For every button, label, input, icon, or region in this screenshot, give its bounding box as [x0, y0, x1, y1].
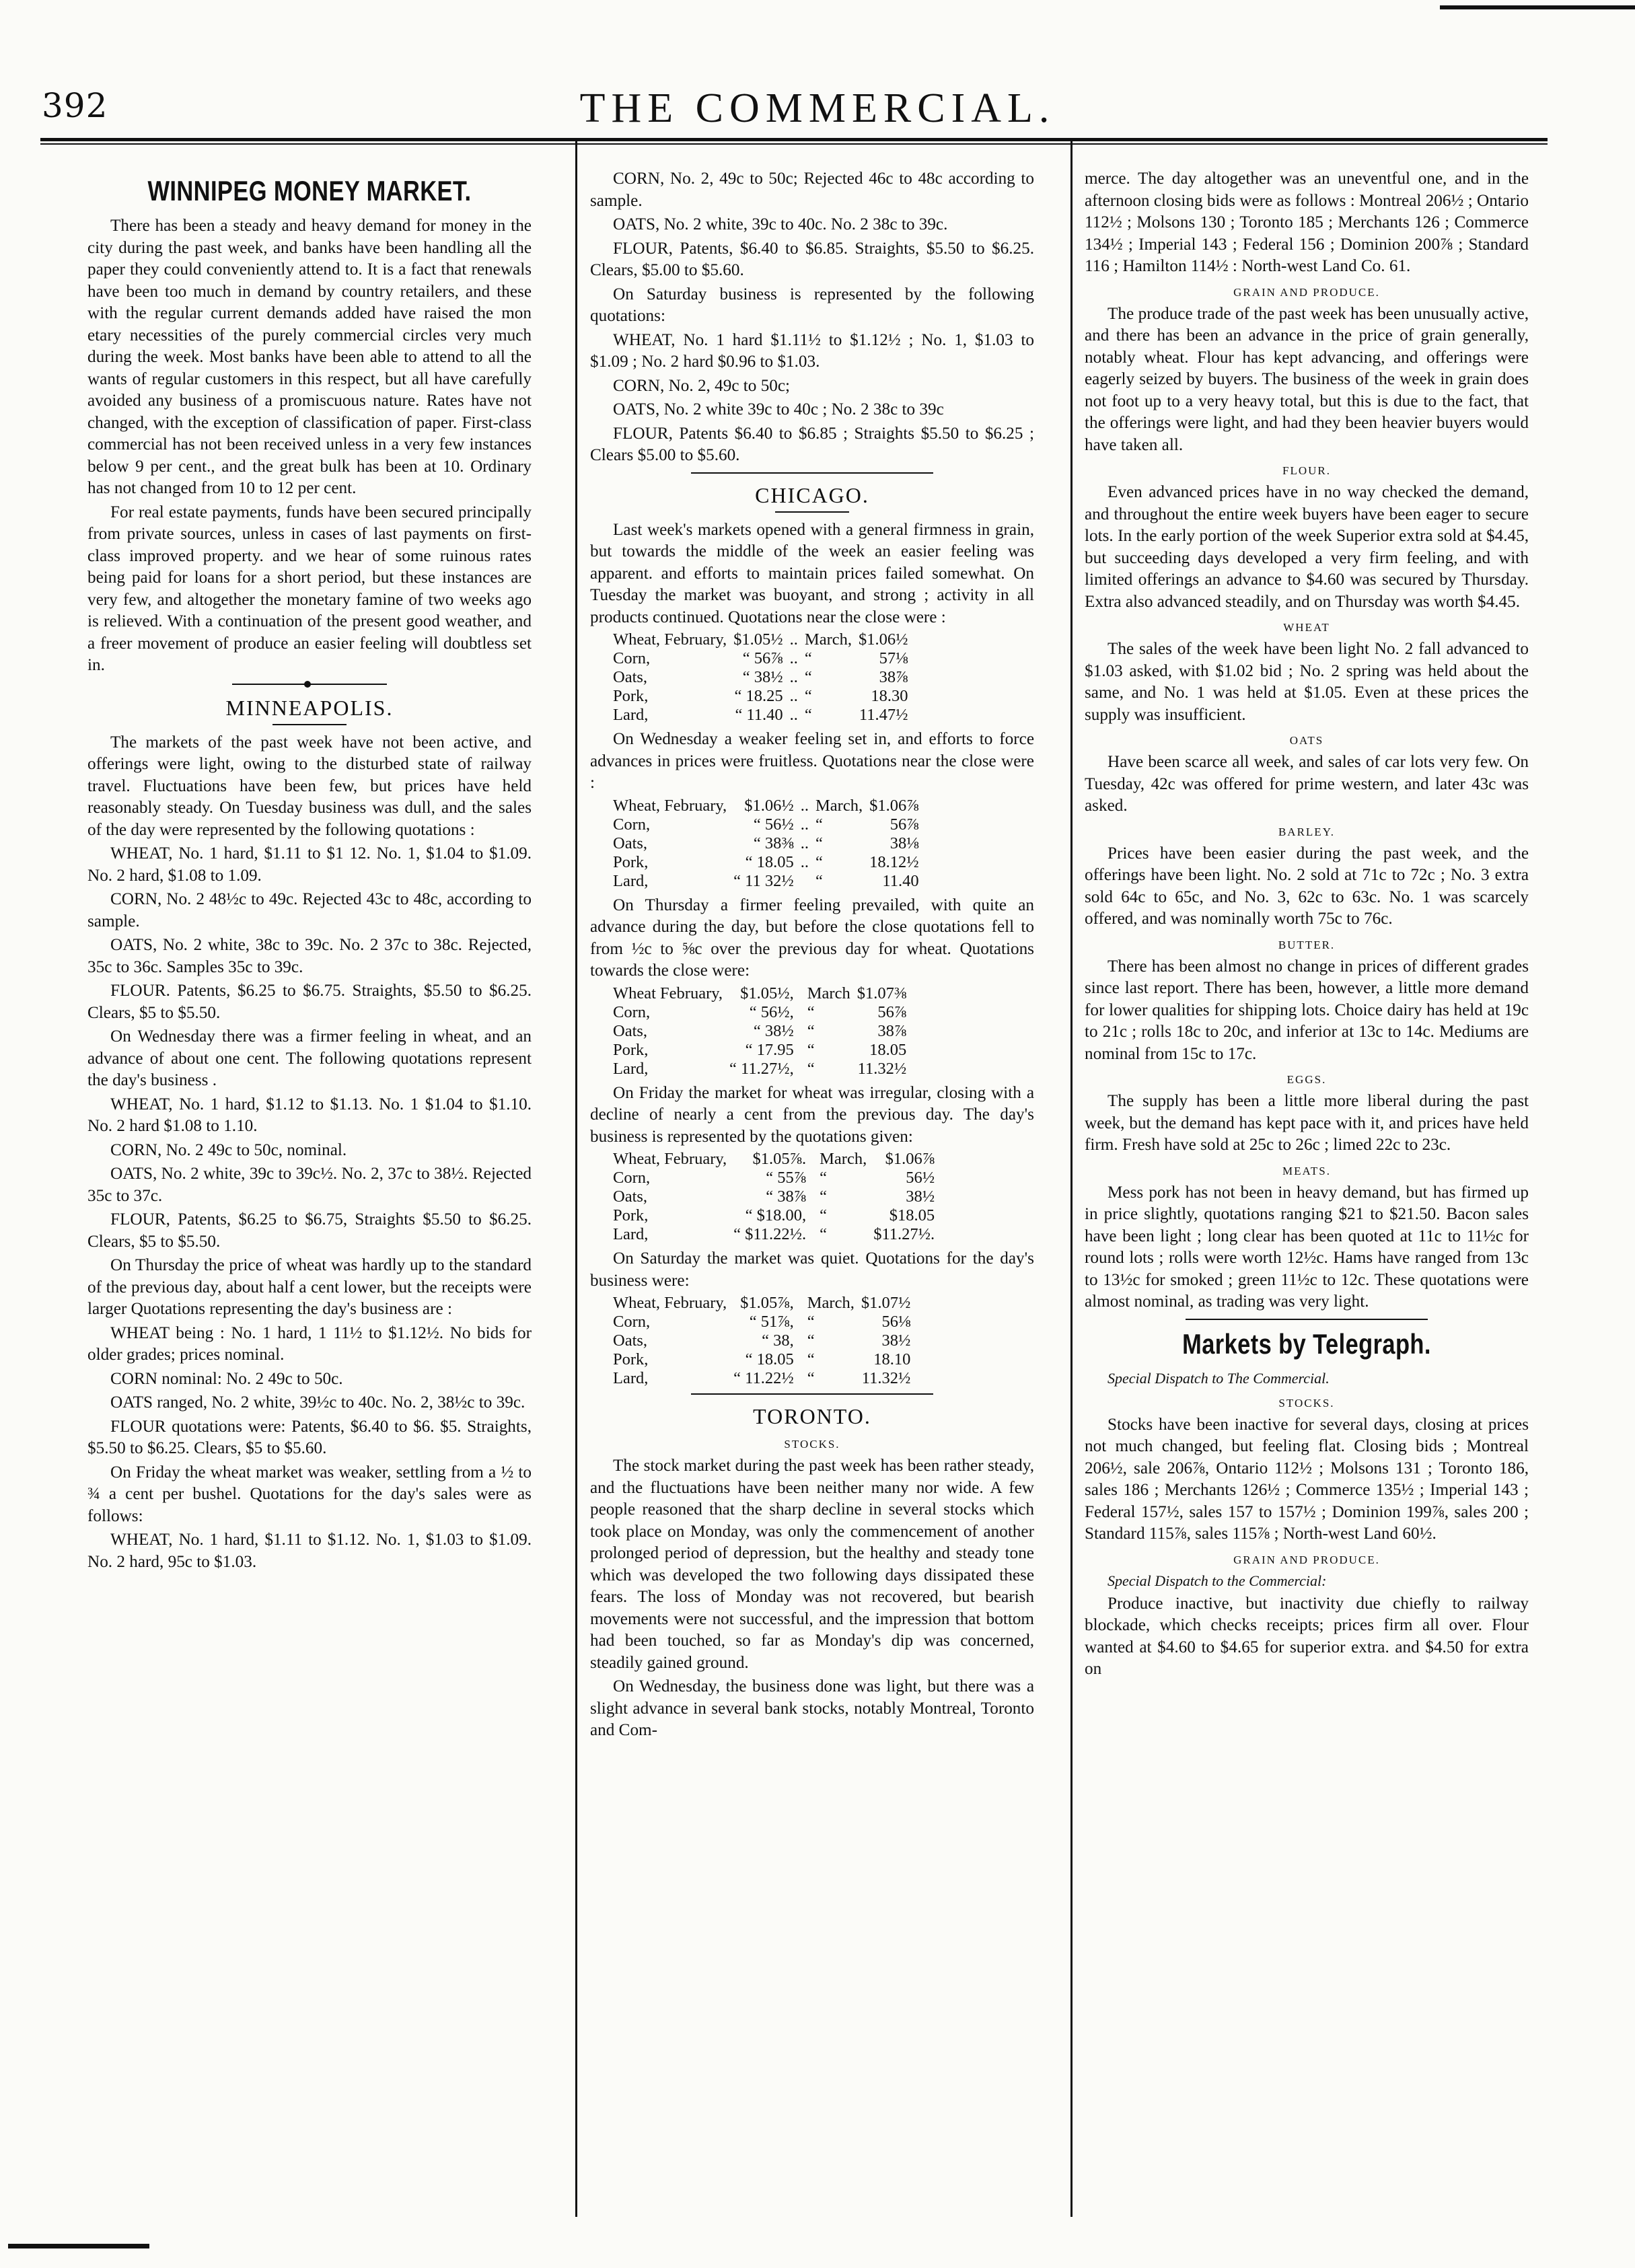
quote-cell: March, [815, 796, 863, 815]
paragraph: The markets of the past week have not been active, and offerings were light, owing to the disturbed state of railway travel. Fluctuations have been few, but prices have held reasonably steady. On Tuesday business was dull, and the sales of the day were represented by the following quotations : [87, 733, 532, 839]
quote-cell: 57⅛ [879, 649, 908, 667]
quote-row [613, 706, 914, 725]
quote-cell: “ [807, 1369, 815, 1387]
quote-cell: $1.06½ [858, 630, 908, 649]
quote-row [613, 1187, 941, 1206]
paragraph: Produce inactive, but inactivity due chiefly to railway blockade, which checks receipts; prices firm all over. Flour wanted at $4.60 to $4.65 for superior extra. and $4.50 for extra on [1085, 1594, 1529, 1678]
quote-cell: Oats, [613, 668, 648, 686]
quote-cell: 38⅞ [879, 668, 908, 686]
quote-cell: “ 11.40 [735, 706, 783, 724]
quote-cell: “ [820, 1225, 827, 1243]
quote-cell: .. [789, 649, 798, 667]
quote-cell: “ [807, 1059, 815, 1078]
quote-cell: 56⅞ [877, 1002, 907, 1021]
quote-line: WHEAT, No. 1 hard, $1.11 to $1.12. No. 1, $1.03 to $1.09. No. 2 hard, 95c to $1.03. [87, 1531, 532, 1571]
quote-line: CORN, No. 2 49c to 50c, nominal. [110, 1140, 347, 1159]
quote-cell: Lard, [613, 706, 649, 724]
quote-cell: $1.05½, [740, 984, 794, 1002]
paragraph: On Saturday the market was quiet. Quotations for the day's business were: [590, 1249, 1034, 1290]
quote-cell: Lard, [613, 1369, 649, 1387]
quote-cell: .. [789, 706, 798, 724]
section-title-toronto: TORONTO. [753, 1404, 871, 1428]
header-rule-thin [40, 143, 1548, 145]
subhead-stocks: STOCKS. [1278, 1396, 1335, 1410]
section-title-chicago: CHICAGO. [755, 482, 869, 507]
quote-cell: “ 18.25 [734, 687, 783, 705]
quote-cell: “ [807, 1002, 815, 1021]
quote-cell: “ 18.05 [745, 1350, 794, 1368]
quote-cell: 56⅛ [881, 1313, 911, 1331]
quote-cell: “ 11 32½ [733, 871, 794, 890]
subhead-barley: BARLEY. [1278, 825, 1336, 838]
quote-cell: .. [789, 687, 798, 705]
quote-line: OATS, No. 2 white, 39c to 39c½. No. 2, 37c to 38½. Rejected 35c to 37c. [87, 1165, 532, 1205]
quote-cell: 11.32½ [861, 1369, 911, 1387]
quote-cell: “ [804, 668, 812, 686]
quote-cell: “ 56⅞ [742, 649, 783, 667]
paragraph: There has been almost no change in prices of different grades since last report. There has been, however, a little more demand for lower qualities for shipping lots. Choice dairy has held at 19c to 21c ; rolls 18c to 20c, and inferior at 13c to 14c. Mediums are nominal from 15c to 17c. [1085, 957, 1529, 1063]
paragraph: On Thursday a firmer feeling prevailed, with quite an advance during the day, but before the close quotations fell to from ½c to ⅝c over the previous day for wheat. Quotations towards the close were: [590, 895, 1034, 980]
quote-cell: “ $18.00, [745, 1206, 807, 1224]
quote-cell: “ 18.05 [745, 852, 794, 871]
paragraph: On Friday the market for wheat was irregular, closing with a decline of nearly a cent from the previous day. The day's business is represented by the quotations given: [590, 1083, 1034, 1146]
paragraph: Even advanced prices have in no way checked the demand, and throughout the entire week buyers have been eager to secure lots. In the early portion of the week Superior extra sold at $4.45, but succeeding days developed a very firm feeling, and with limited offerings an advance to $4.60 was secured by Thursday. Extra also advanced steadily, and on Thursday was worth $4.45. [1085, 483, 1529, 611]
quote-cell: “ [815, 834, 823, 852]
quote-row [613, 853, 926, 872]
quote-cell: Lard, [613, 1225, 649, 1243]
quote-cell: Corn, [613, 1313, 651, 1331]
quote-cell: “ 38⅞ [766, 1187, 807, 1206]
title-underline [775, 511, 849, 513]
quote-cell: 38½ [906, 1187, 935, 1206]
quote-cell: Wheat, February, [613, 1294, 727, 1312]
quote-cell: “ 38, [762, 1331, 794, 1350]
header-rule-thick [40, 138, 1548, 141]
quote-line: OATS, No. 2 white 39c to 40c ; No. 2 38c to 39c [613, 400, 944, 418]
quote-cell: “ 51⅞, [749, 1313, 794, 1331]
quotes-table [613, 797, 926, 891]
quote-row [613, 1022, 913, 1041]
quote-cell: Oats, [613, 1187, 648, 1206]
quote-cell: Wheat, February, [613, 630, 727, 649]
quote-cell: Corn, [613, 649, 651, 667]
quote-cell: Pork, [613, 1350, 649, 1368]
quote-cell: “ 56½, [749, 1002, 794, 1021]
quote-cell: $11.27½. [873, 1225, 935, 1243]
subhead-flour: FLOUR. [1282, 464, 1331, 477]
quote-cell: Lard, [613, 871, 649, 890]
paragraph: The produce trade of the past week has been unusually active, and there has been an advance in the price of grain generally, notably wheat. Flour has kept advancing, and offerings were eagerly seized by buyers. The business of the week in grain does not foot up to a very heavy total, but this is due to the fact, that the offerings were light, and had they been heavier buyers would have taken all. [1085, 304, 1529, 454]
subhead-oats: OATS [1289, 734, 1324, 747]
quote-cell: “ 38⅜ [753, 834, 794, 852]
paragraph: merce. The day altogether was an uneventful one, and in the afternoon closing bids were as follows : Montreal 206½ ; Ontario 112½ ; Molsons 130 ; Toronto 185 ; Merchants 126 ; Commerce 134½ ; Imperial 143 ; Federal 156 ; Dominion 200⅞ ; Standard 116 ; Hamilton 114½ : North-west Land Co. 61. [1085, 170, 1529, 275]
quote-cell: $1.06⅞ [885, 1150, 935, 1168]
quote-cell [813, 1187, 820, 1206]
quote-row [613, 1150, 941, 1169]
quote-cell: “ 11.22½ [733, 1369, 794, 1387]
page-number: 392 [42, 86, 108, 125]
quotes-table [613, 1150, 941, 1244]
paragraph: The supply has been a little more liberal during the past week, but the demand has kept pace with it, and prices have held firm. Fresh have sold at 25c to 26c ; limed 22c to 23c. [1085, 1092, 1529, 1154]
quote-row [613, 1206, 941, 1225]
paragraph: For real estate payments, funds have been secured principally from private sources, unless in cases of last payments on first-class improved property. and we hear of some ruinous rates being paid for loans for a short period, but these instances are very few, and altogether the monetary famine of two weeks ago is relieved. With a continuation of the present good weather, and a freer movement of produce an easier feeling will doubtless set in. [87, 503, 532, 674]
paragraph: The sales of the week have been light No. 2 fall advanced to $1.03 asked, with $1.02 bid ; No. 2 spring was held about the same, and No. 1 was held at $1.05. Even at these prices the supply was insufficient. [1085, 640, 1529, 724]
quote-line: CORN, No. 2, 49c to 50c; [613, 376, 791, 395]
column-3 [1085, 168, 1529, 2207]
subhead-butter: BUTTER. [1278, 938, 1336, 951]
quote-cell [801, 1022, 807, 1041]
quote-row [613, 1041, 913, 1060]
quote-row [613, 1313, 917, 1331]
column-divider-1 [575, 141, 577, 2217]
quote-cell: “ [815, 871, 823, 890]
quote-row [613, 649, 914, 668]
quote-cell: “ 38½ [753, 1021, 794, 1040]
quote-cell: March, [807, 1294, 855, 1312]
quote-line: WHEAT, No. 1 hard $1.11½ to $1.12½ ; No. 1, $1.03 to $1.09 ; No. 2 hard $0.96 to $1.03. [590, 330, 1034, 371]
quote-cell: “ [804, 649, 812, 667]
quote-cell: 18.10 [873, 1350, 911, 1368]
quote-cell: $1.05½ [733, 630, 783, 649]
quote-cell: 18.30 [871, 687, 908, 705]
paragraph: On Wednesday, the business done was light, but there was a slight advance in several bank stocks, notably Montreal, Toronto and Com- [590, 1677, 1034, 1739]
quote-cell: March [807, 984, 850, 1002]
dispatch-line: Special Dispatch to The Commercial. [1107, 1369, 1330, 1387]
section-divider [1186, 1319, 1428, 1320]
quote-row [613, 815, 926, 834]
quote-line: FLOUR. Patents, $6.25 to $6.75. Straights, $5.50 to $6.25. Clears, $5 to $5.50. [87, 982, 532, 1022]
quote-cell: $1.07⅜ [857, 984, 907, 1002]
quote-row [613, 797, 926, 815]
paragraph: On Wednesday a weaker feeling set in, and efforts to force advances in prices were fruitless. Quotations near the close were : [590, 730, 1034, 792]
quote-cell: .. [800, 852, 809, 871]
quote-cell: “ [804, 706, 812, 724]
quote-cell [801, 1003, 807, 1022]
subhead-grain-and-produce: GRAIN AND PRODUCE. [1233, 285, 1380, 299]
column-2 [590, 168, 1034, 2207]
quote-cell: .. [800, 796, 809, 815]
quote-cell: Corn, [613, 1002, 651, 1021]
paragraph: On Friday the wheat market was weaker, settling from a ½ to ¾ a cent per bushel. Quotations for the day's sales were as follows: [87, 1463, 532, 1525]
quote-cell [801, 1369, 807, 1388]
quote-cell: Pork, [613, 1206, 649, 1224]
quote-cell [813, 1150, 820, 1169]
quote-cell: “ [807, 1040, 815, 1059]
quote-cell: “ [804, 687, 812, 705]
quote-cell [801, 984, 807, 1003]
quote-cell: .. [789, 668, 798, 686]
quote-cell: 56⅞ [889, 815, 919, 834]
section-title-markets-by-telegraph: Markets by Telegraph. [1182, 1327, 1431, 1360]
quote-cell [801, 1060, 807, 1078]
quote-cell: Wheat February, [613, 984, 723, 1002]
quote-cell: .. [800, 834, 809, 852]
column-1 [87, 168, 532, 2207]
quote-cell: “ [815, 815, 823, 834]
quote-line: OATS ranged, No. 2 white, 39½c to 40c. No. 2, 38½c to 39c. [110, 1393, 525, 1412]
quote-cell [813, 1225, 820, 1244]
quote-cell [801, 1313, 807, 1331]
section-title-minneapolis: MINNEAPOLIS. [225, 695, 394, 720]
paragraph: There has been a steady and heavy demand for money in the city during the past week, and banks have been handling all the paper they could conveniently attend to. It is a fact that renewals have been too much in demand by country retailers, and these with the regular current demands added have raised the mon etary necessities of the purely commercial circles very much during the week. Most banks have been able to attend to all the wants of regular customers in this respect, but all have carefully avoided any business of a promiscuous nature. Rates have not changed, with the exception of classification of paper. First-class commercial has not been received unless in a very few instances below 9 per cent., and the great bulk has been at 10. Ordinary has not changed from 10 to 12 per cent. [87, 217, 532, 497]
quote-cell: 18.05 [869, 1040, 907, 1059]
quote-row [613, 872, 926, 891]
quote-cell [813, 1169, 820, 1187]
quote-cell: 38⅞ [877, 1021, 907, 1040]
quote-row [613, 687, 914, 706]
masthead: THE COMMERCIAL. [579, 85, 1056, 131]
quote-row [613, 1331, 917, 1350]
quote-row [613, 1060, 913, 1078]
title-underline [272, 724, 347, 725]
quote-row [613, 834, 926, 853]
quote-line: FLOUR, Patents $6.40 to $6.85 ; Straights $5.50 to $6.25 ; Clears $5.00 to $5.60. [590, 424, 1034, 464]
quote-cell: 38⅛ [889, 834, 919, 852]
quotes-table [613, 1294, 917, 1388]
quote-cell: $1.05⅞. [752, 1150, 807, 1168]
quote-line: FLOUR, Patents, $6.40 to $6.85. Straights, $5.50 to $6.25. Clears, $5.00 to $5.60. [590, 239, 1034, 279]
bottom-corner-rule [8, 2244, 149, 2248]
quote-cell: “ [820, 1169, 827, 1187]
paragraph: Last week's markets opened with a general firmness in grain, but towards the middle of the week an easier feeling was apparent. and efforts to maintain prices failed somewhat. On Tuesday the market was buoyant, and strong ; activity in all products continued. Quotations near the close were : [590, 520, 1034, 626]
paragraph: On Saturday business is represented by the following quotations: [590, 285, 1034, 325]
quote-cell: 11.47½ [859, 706, 908, 724]
quote-cell: March, [804, 630, 852, 649]
quote-cell: .. [789, 630, 798, 649]
quote-cell: “ [820, 1187, 827, 1206]
quote-cell: “ 55⅞ [766, 1169, 807, 1187]
quote-cell: “ [815, 852, 823, 871]
subhead-meats: MEATS. [1282, 1164, 1331, 1177]
quote-cell: “ [807, 1350, 815, 1368]
quote-row [613, 1350, 917, 1369]
paragraph: On Thursday the price of wheat was hardly up to the standard of the previous day, about half a cent lower, but the receipts were larger Quotations representing the day's business are : [87, 1256, 532, 1318]
paragraph: Mess pork has not been in heavy demand, but has firmed up in price slightly, quotations ranging $21 to $21.50. Bacon sales have been light ; long clear has been quoted at 11c to 11½c for round lots ; rolls were worth 12½c. Hams have ranged from 13c to 13½c for smoked ; green 11½c to 12c. These quotations were almost nominal, as trading was very light. [1085, 1183, 1529, 1311]
quote-row [613, 984, 913, 1003]
quote-cell: 11.40 [882, 871, 919, 890]
quote-cell: Corn, [613, 815, 651, 834]
quote-line: CORN nominal: No. 2 49c to 50c. [110, 1369, 343, 1388]
section-divider [691, 472, 933, 474]
quote-cell: .. [800, 815, 809, 834]
quote-cell: 11.32½ [857, 1059, 907, 1078]
paragraph: Stocks have been inactive for several days, closing at prices not much changed, but feeling flat. Closing bids ; Montreal 206½, sale 206⅞, Ontario 112½ ; Molsons 131 ; Toronto 186, sales 186 ; Merchants 126½ ; Commerce 135½ ; Imperial 143 ; Federal 157½, sales 157 to 157½ ; Dominion 199⅞, sales 200 ; Standard 115⅞, sales 115⅞ ; North-west Land 60½. [1085, 1415, 1529, 1543]
quote-cell [801, 1294, 807, 1313]
quote-cell: Pork, [613, 1040, 649, 1059]
subhead-wheat: WHEAT [1283, 621, 1330, 634]
top-corner-rule [1440, 5, 1635, 9]
quote-row [613, 1369, 917, 1388]
quote-row [613, 630, 914, 649]
quotes-table [613, 630, 914, 725]
section-title-winnipeg-money-market: WINNIPEG MONEY MARKET. [147, 175, 472, 207]
quote-cell: Pork, [613, 852, 649, 871]
quote-cell: 56½ [906, 1169, 935, 1187]
quote-line: FLOUR, Patents, $6.25 to $6.75, Straights $5.50 to $6.25. Clears, $5 to $5.50. [87, 1210, 532, 1251]
quote-cell: “ 17.95 [745, 1040, 794, 1059]
dispatch-line: Special Dispatch to the Commercial: [1107, 1572, 1327, 1589]
quote-cell: $1.06½ [744, 796, 794, 815]
subhead-eggs: EGGS. [1286, 1073, 1327, 1086]
subhead-grain-and-produce: GRAIN AND PRODUCE. [1233, 1553, 1380, 1566]
quote-cell: Pork, [613, 687, 649, 705]
quote-row [613, 1003, 913, 1022]
quote-row [613, 668, 914, 687]
quote-cell: Wheat, February, [613, 1150, 727, 1168]
quote-line: FLOUR quotations were: Patents, $6.40 to $6. $5. Straights, $5.50 to $6.25. Clears, $5 to $5.60. [87, 1417, 532, 1457]
quote-line: OATS, No. 2 white, 39c to 40c. No. 2 38c to 39c. [613, 215, 948, 233]
quote-cell: “ $11.22½. [733, 1225, 807, 1243]
quote-cell: Wheat, February, [613, 796, 727, 815]
quote-cell [801, 1331, 807, 1350]
quote-cell: “ 11.27½, [729, 1059, 794, 1078]
quote-cell: “ [807, 1313, 815, 1331]
section-divider [691, 1393, 933, 1395]
quote-line: WHEAT, No. 1 hard, $1.12 to $1.13. No. 1 $1.04 to $1.10. No. 2 hard $1.08 to 1.10. [87, 1095, 532, 1135]
quote-line: WHEAT, No. 1 hard, $1.11 to $1 12. No. 1, $1.04 to $1.09. No. 2 hard, $1.08 to 1.09. [87, 844, 532, 885]
quote-cell: $18.05 [889, 1206, 935, 1224]
paragraph: Have been scarce all week, and sales of car lots very few. On Tuesday, 42c was offered for prime western, and later 43c was asked. [1085, 753, 1529, 815]
quote-cell: March, [820, 1150, 867, 1168]
quote-cell: “ 56½ [753, 815, 794, 834]
quote-cell [801, 1041, 807, 1060]
quote-line: WHEAT being : No. 1 hard, 1 11½ to $1.12½. No bids for older grades; prices nominal. [87, 1323, 532, 1364]
quote-row [613, 1294, 917, 1313]
quote-cell: Corn, [613, 1169, 651, 1187]
quote-line: OATS, No. 2 white, 38c to 39c. No. 2 37c to 38c. Rejected, 35c to 36c. Samples 35c to 39c. [87, 936, 532, 976]
quote-cell [801, 872, 815, 891]
quote-row [613, 1225, 941, 1244]
quote-cell: “ [807, 1331, 815, 1350]
quote-cell: $1.07½ [861, 1294, 911, 1312]
quote-cell [801, 1350, 807, 1369]
quote-line: CORN, No. 2 48½c to 49c. Rejected 43c to 48c, according to sample. [87, 890, 532, 930]
paragraph: Prices have been easier during the past week, and the offerings have been light. No. 2 sold at 71c to 72c ; No. 3 extra sold 64c to 65c, and No. 3, 62c to 63c. No. 1 was scarcely offered, and was nominally worth 75c to 76c. [1085, 844, 1529, 928]
quote-row [613, 1169, 941, 1187]
column-divider-2 [1070, 141, 1073, 2217]
quote-cell: “ 38½ [742, 668, 783, 686]
quote-cell: $1.05⅞, [740, 1294, 794, 1312]
quote-cell: Oats, [613, 1021, 648, 1040]
quotes-table [613, 984, 913, 1078]
subhead-stocks: STOCKS. [784, 1438, 840, 1451]
quote-cell [813, 1206, 820, 1225]
quote-cell: $1.06⅞ [869, 796, 919, 815]
paragraph: On Wednesday there was a firmer feeling in wheat, and an advance of about one cent. The following quotations represent the day's business . [87, 1027, 532, 1089]
section-divider [232, 684, 387, 685]
quote-cell: “ [820, 1206, 827, 1224]
quote-cell: 18.12½ [869, 852, 919, 871]
paragraph: The stock market during the past week has been rather steady, and the fluctuations have been neither many nor wide. A few people reasoned that the sharp decline in several stocks which took place on Monday, was only the commencement of another prolonged period of depression, but the healthy and steady tone which was developed the two following days dissipated these fears. The loss of Monday was not recovered, but bearish movements were not successful, and the impression that bottom had been touched, so far as Monday's dip was concerned, steadily gained ground. [590, 1457, 1034, 1672]
quote-cell: Oats, [613, 834, 648, 852]
quote-cell: “ [807, 1021, 815, 1040]
quote-cell: Lard, [613, 1059, 649, 1078]
quote-cell: 38½ [881, 1331, 911, 1350]
quote-line: CORN, No. 2, 49c to 50c; Rejected 46c to 48c according to sample. [590, 170, 1034, 210]
quote-cell: Oats, [613, 1331, 648, 1350]
